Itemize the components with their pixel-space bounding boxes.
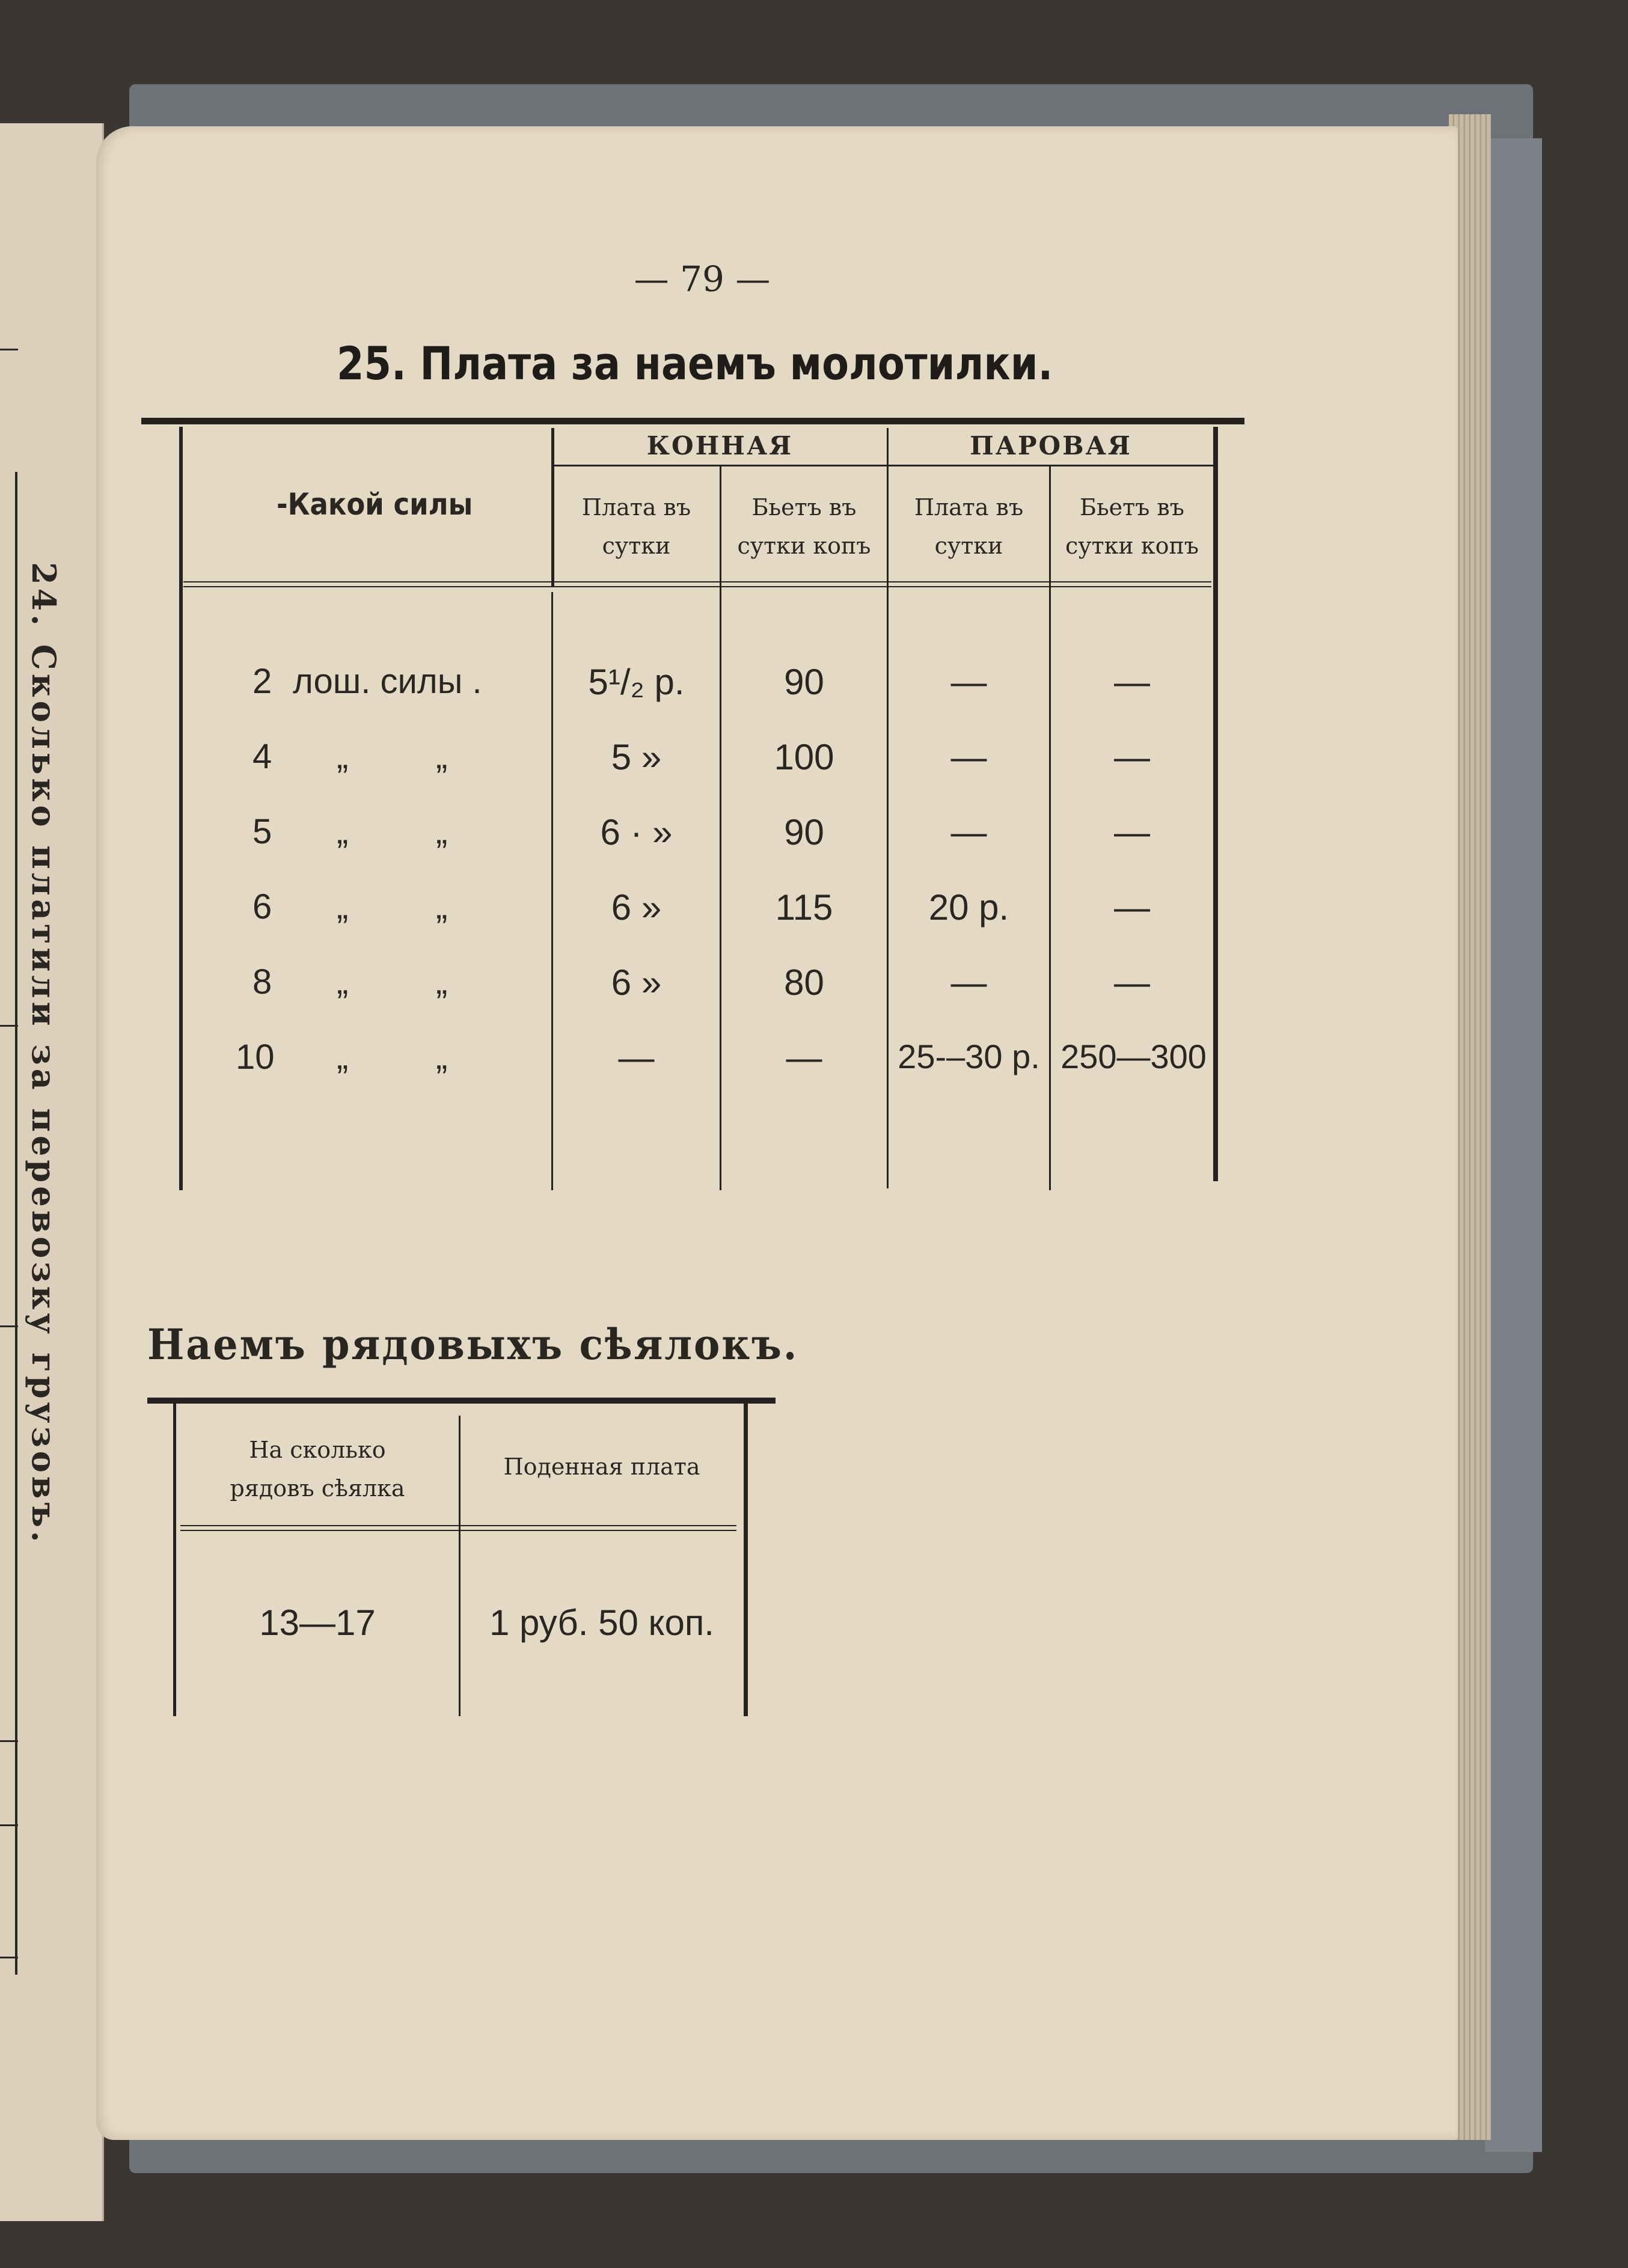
cell-kopy-steam: —: [1114, 737, 1150, 777]
cell-pay-steam: —: [950, 962, 987, 1003]
col-header-daily-pay: [461, 1447, 743, 1486]
cell-pay: —: [618, 1038, 655, 1078]
table2-header-rule: [180, 1530, 736, 1531]
cell-pay-steam: —: [950, 737, 987, 777]
page-number: — 79 —: [634, 258, 771, 299]
header-line: Плата въ: [914, 494, 1024, 521]
ditto-mark: „: [337, 962, 349, 1001]
cell-pay-steam: 25-–30 р.: [898, 1038, 1040, 1075]
table2-top-rule: [147, 1398, 776, 1404]
header-line: Плата въ: [581, 494, 691, 521]
row-num: 6: [252, 887, 272, 926]
cell-pay: 6 · »: [600, 812, 673, 852]
cell-kopy: 80: [784, 962, 824, 1003]
ditto-mark: „: [436, 812, 448, 851]
table1-left-border: [179, 427, 183, 1190]
cell-pay: 6 »: [611, 887, 662, 928]
ditto-mark: „: [436, 887, 448, 926]
group-header-horse: КОННАЯ: [646, 431, 794, 460]
cell-pay: 5¹/₂ р.: [588, 662, 685, 702]
cell-kopy-steam: 250—300: [1060, 1038, 1207, 1075]
col-header-pay-day-steam: [889, 488, 1049, 565]
table2-title: Наемъ рядовыхъ сѣялокъ.: [147, 1319, 799, 1369]
header-line: рядовъ сѣялка: [230, 1475, 405, 1502]
table1-group-rule: [553, 465, 1214, 466]
cell-pay-steam: 20 р.: [928, 887, 1009, 928]
ditto-mark: „: [436, 737, 448, 776]
header-line: Поденная плата: [503, 1453, 700, 1480]
col-header-pay-day: [553, 488, 720, 565]
header-line: Бьетъ въ: [1080, 494, 1184, 521]
cell-kopy-steam: —: [1114, 887, 1150, 928]
row-header: -Какой силы: [277, 487, 473, 522]
cell-rows: 13—17: [259, 1603, 376, 1643]
ditto-mark: „: [436, 1038, 448, 1077]
cell-kopy: 90: [784, 662, 824, 702]
ditto-mark: „: [337, 812, 349, 851]
cell-kopy: 90: [784, 812, 824, 852]
ditto-mark: „: [337, 1038, 349, 1077]
table1-header-rule: [183, 581, 1211, 582]
cell-pay: 6 »: [611, 962, 662, 1003]
row-num: 10: [236, 1038, 275, 1077]
header-line: На сколько: [249, 1437, 386, 1463]
cell-pay-steam: —: [950, 662, 987, 702]
table1-header-rule: [183, 586, 1211, 587]
group-header-steam: ПАРОВАЯ: [970, 431, 1132, 460]
table2-right-border: [744, 1404, 748, 1716]
ditto-mark: „: [337, 887, 349, 926]
header-line: сутки копъ: [1065, 533, 1199, 559]
col-header-kopy-day-steam: [1051, 488, 1213, 565]
col-header-kopy-day: [721, 488, 887, 565]
cell-daily-pay: 1 руб. 50 коп.: [489, 1603, 714, 1643]
left-page-table-border: [15, 472, 17, 1975]
cover-edge: [1485, 138, 1542, 2152]
table1-top-rule: [141, 418, 1244, 424]
row-num: 5: [252, 812, 272, 851]
cell-pay-steam: —: [950, 812, 987, 852]
cell-kopy-steam: —: [1114, 662, 1150, 702]
ditto-mark: „: [436, 962, 448, 1001]
cell-kopy: 115: [775, 887, 833, 928]
cell-kopy: —: [786, 1038, 822, 1078]
row-num: 8: [252, 962, 272, 1001]
row-num: 2: [252, 662, 272, 701]
left-page-heading: 24. Сколько платили за перевозку грузовъ.: [25, 562, 63, 1546]
header-line: сутки: [602, 533, 671, 559]
header-line: сутки: [934, 533, 1003, 559]
ditto-mark: „: [337, 737, 349, 776]
cell-kopy-steam: —: [1114, 812, 1150, 852]
header-line: сутки копъ: [737, 533, 871, 559]
cell-kopy: 100: [774, 737, 834, 777]
cell-pay: 5 »: [611, 737, 662, 777]
row-num: 4: [252, 737, 272, 776]
left-page-rule: [0, 349, 18, 350]
cell-kopy-steam: —: [1114, 962, 1150, 1003]
col-header-rows: [176, 1431, 459, 1508]
table1-title: 25. Плата за наемъ молотилки.: [337, 337, 1053, 390]
row-unit: лош. силы .: [293, 662, 482, 701]
header-line: Бьетъ въ: [751, 494, 857, 521]
table2-header-rule: [180, 1525, 736, 1526]
